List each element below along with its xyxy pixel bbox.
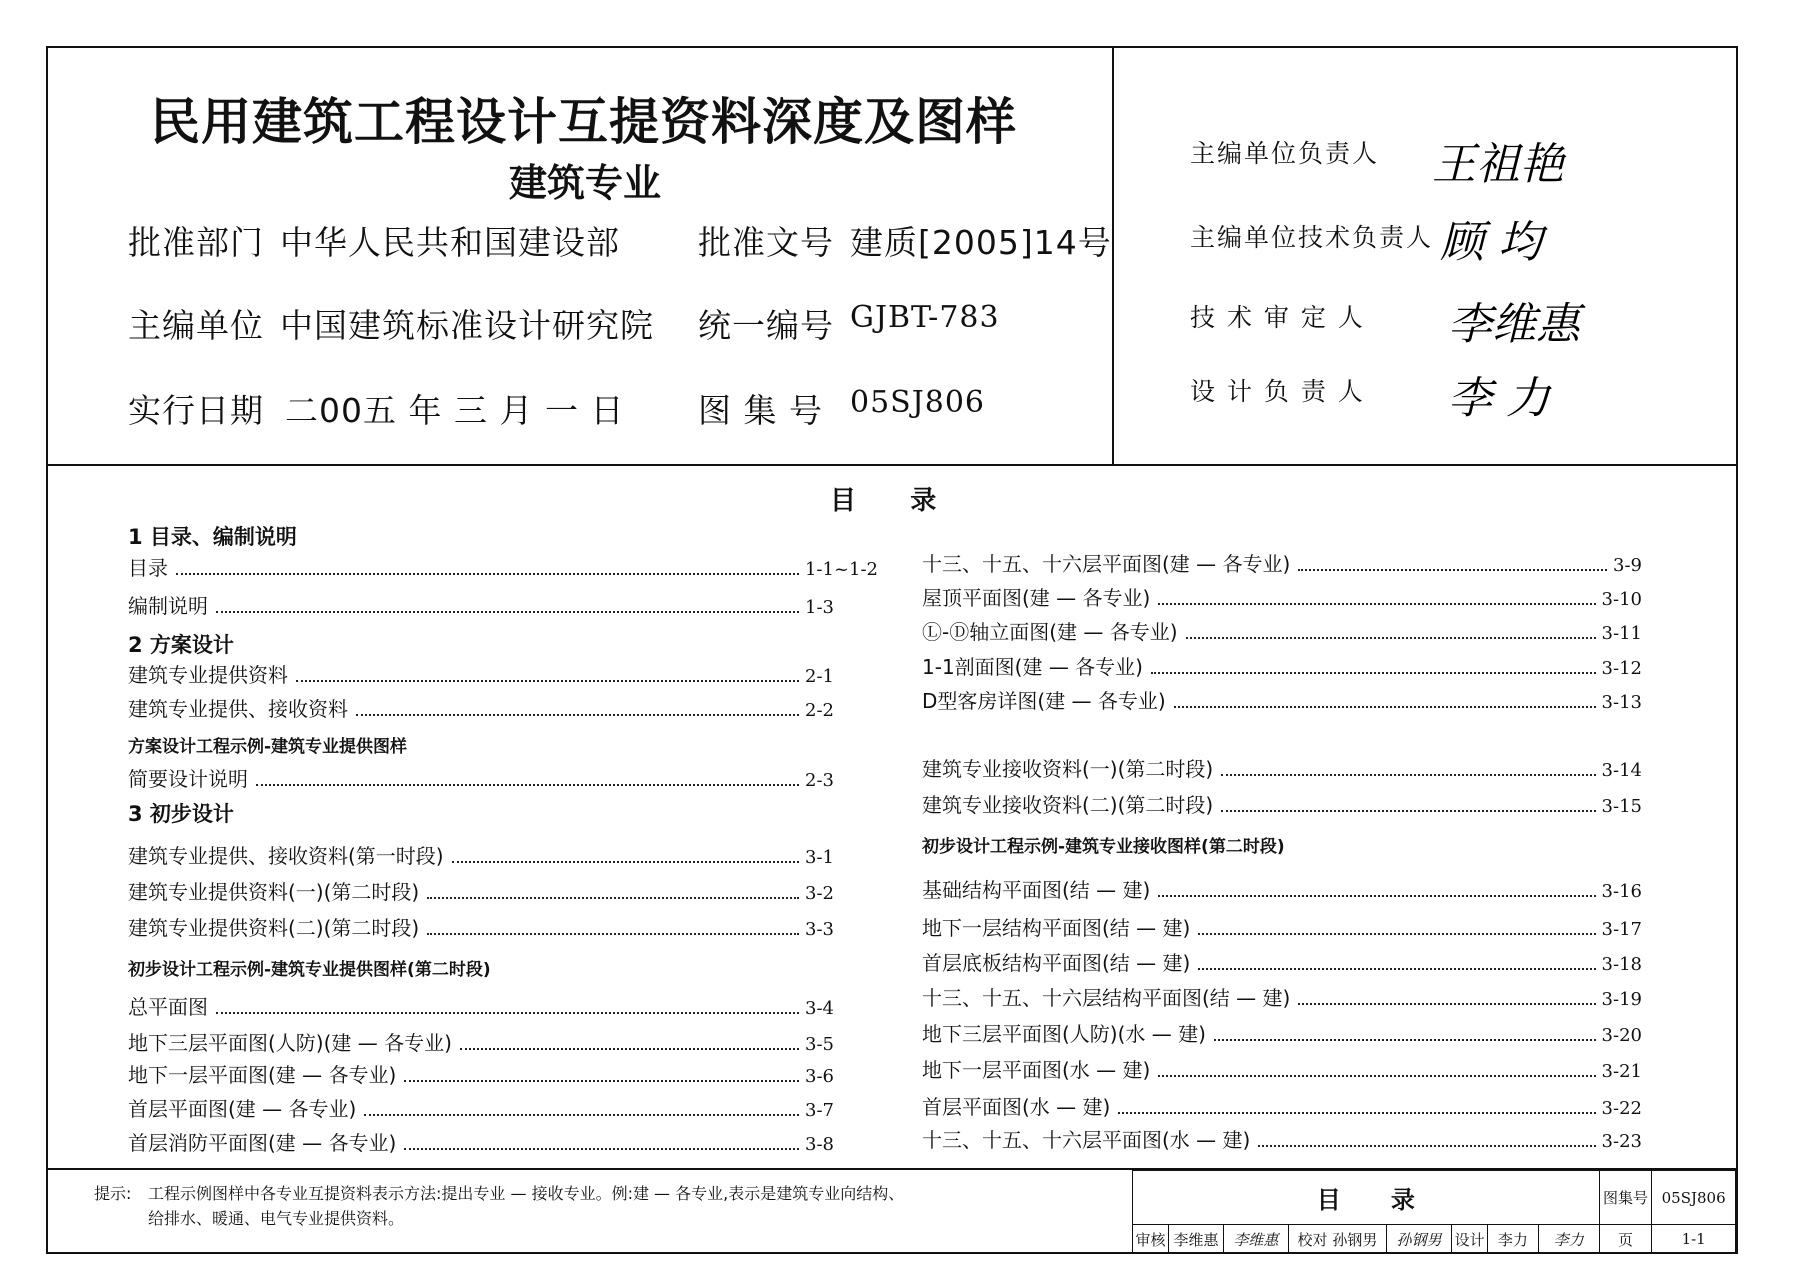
toc-entry-3-14 [922, 753, 1642, 779]
dot-leader [1258, 1145, 1595, 1147]
dot-leader [176, 573, 799, 575]
toc-entry-3-20 [922, 1018, 1642, 1044]
toc-entry-1-3 [128, 590, 834, 616]
toc-entry-title: 十三、十五、十六层结构平面图(结 — 建) [922, 986, 1291, 1010]
toc-entry-page: 2-1 [805, 666, 834, 687]
approve-doc-value: 建质[2005]14号 [850, 223, 1112, 262]
dot-leader [296, 680, 799, 682]
atlas-number-value: 05SJ806 [850, 385, 986, 420]
toc-entry-page: 3-22 [1601, 1098, 1642, 1119]
dot-leader [1158, 895, 1595, 897]
toc-entry-page: 3-7 [805, 1100, 834, 1121]
toc-entry-3-23 [922, 1124, 1642, 1150]
effective-date-value: 二00五 年 三 月 一 日 [285, 391, 625, 430]
toc-entry-3-4 [128, 991, 834, 1017]
toc-entry-page: 3-9 [1613, 555, 1642, 576]
dot-leader [1214, 1039, 1596, 1041]
toc-entry-title: 建筑专业提供资料(一)(第二时段) [128, 880, 420, 904]
titleblock-page-value: 1-1 [1652, 1225, 1736, 1254]
toc-entry-title: 首层底板结构平面图(结 — 建) [922, 951, 1191, 975]
toc-entry-page: 3-1 [805, 847, 834, 868]
toc-entry-title: 编制说明 [128, 594, 208, 618]
title-block [1132, 1170, 1736, 1254]
dot-leader [1158, 603, 1595, 605]
toc-entry-page: 3-15 [1601, 796, 1642, 817]
editor-unit-label: 主编单位 [128, 306, 264, 345]
right-subheading: 初步设计工程示例-建筑专业接收图样(第二时段) [922, 837, 1285, 857]
toc-entry-3-5 [128, 1027, 834, 1053]
toc-entry-3-16 [922, 874, 1642, 900]
titleblock-design-signature: 李力 [1538, 1225, 1599, 1254]
toc-entry-2-1 [128, 659, 834, 685]
dot-leader [216, 1012, 799, 1014]
toc-entry-title: 屋顶平面图(建 — 各专业) [922, 586, 1151, 610]
toc-entry-page: 3-2 [805, 883, 834, 904]
atlas-title: 民用建筑工程设计互提资料深度及图样 [150, 93, 1017, 151]
toc-entry-page: 3-16 [1601, 881, 1642, 902]
dot-leader [1221, 774, 1595, 776]
toc-entry-page: 3-5 [805, 1034, 834, 1055]
dot-leader [1186, 637, 1596, 639]
titleblock-atlas-label: 图集号 [1599, 1171, 1652, 1225]
toc-entry-page: 3-10 [1601, 589, 1642, 610]
toc-entry-3-22 [922, 1091, 1642, 1117]
toc-entry-page: 3-11 [1601, 623, 1642, 644]
editor-unit-value: 中国建筑标准设计研究院 [280, 306, 654, 345]
dot-leader [1198, 933, 1595, 935]
toc-entry-page: 3-4 [805, 998, 834, 1019]
toc-entry-3-8 [128, 1127, 834, 1153]
titleblock-check-label: 校对 [1297, 1230, 1328, 1249]
dot-leader [1221, 810, 1595, 812]
approve-doc-label: 批准文号 [698, 223, 834, 262]
toc-entry-3-7 [128, 1093, 834, 1119]
toc-entry-1-1 [128, 552, 878, 578]
design-lead-signature: 李 力 [1448, 373, 1550, 424]
toc-entry-title: 地下三层平面图(人防)(建 — 各专业) [128, 1031, 452, 1055]
titleblock-review-signature: 李维惠 [1223, 1225, 1288, 1254]
toc-entry-title: 建筑专业提供、接收资料(第一时段) [128, 844, 444, 868]
toc-entry-3-9 [922, 548, 1642, 574]
chief-tech-head-label: 主编单位技术负责人 [1190, 223, 1434, 252]
toc-entry-title: 建筑专业接收资料(一)(第二时段) [922, 757, 1214, 781]
toc-entry-3-19 [922, 982, 1642, 1008]
dot-leader [1298, 1003, 1595, 1005]
toc-entry-title: 地下一层平面图(建 — 各专业) [128, 1063, 397, 1087]
titleblock-check-name: 孙钢男 [1332, 1230, 1378, 1249]
atlas-subtitle: 建筑专业 [509, 161, 662, 205]
dot-leader [452, 861, 799, 863]
toc-entry-title: 首层消防平面图(建 — 各专业) [128, 1131, 397, 1155]
approve-dept-label: 批准部门 [128, 223, 264, 262]
toc-entry-page: 3-17 [1601, 919, 1642, 940]
effective-date-label: 实行日期 [128, 391, 264, 430]
approve-dept-value: 中华人民共和国建设部 [280, 223, 620, 262]
chief-unit-head-label: 主编单位负责人 [1190, 139, 1380, 168]
toc-entry-page: 3-14 [1601, 760, 1642, 781]
section-2-heading: 2 方案设计 [128, 633, 234, 657]
note-line-2: 给排水、暖通、电气专业提供资料。 [148, 1209, 405, 1228]
dot-leader [427, 897, 799, 899]
titleblock-design-name: 李力 [1488, 1225, 1539, 1254]
note-label: 提示: [94, 1184, 132, 1203]
toc-entry-3-12 [922, 651, 1642, 677]
titleblock-design-label: 设计 [1452, 1225, 1488, 1254]
toc-entry-title: 目录 [128, 556, 168, 580]
toc-entry-page: 2-2 [805, 700, 834, 721]
toc-entry-page: 1-3 [805, 597, 834, 618]
dot-leader [1118, 1112, 1595, 1114]
toc-entry-page: 1-1~1-2 [804, 559, 878, 580]
toc-entry-page: 3-19 [1601, 989, 1642, 1010]
unified-number-label: 统一编号 [698, 306, 834, 345]
dot-leader [256, 784, 799, 786]
dot-leader [1158, 1075, 1595, 1077]
toc-entry-title: 1-1剖面图(建 — 各专业) [922, 655, 1143, 679]
toc-entry-title: Ⓛ-Ⓓ轴立面图(建 — 各专业) [922, 620, 1178, 644]
toc-entry-page: 2-3 [805, 770, 834, 791]
toc-entry-page: 3-12 [1601, 658, 1642, 679]
dot-leader [404, 1148, 799, 1150]
dot-leader [427, 933, 799, 935]
toc-entry-title: 地下三层平面图(人防)(水 — 建) [922, 1022, 1206, 1046]
tech-reviewer-signature: 李维惠 [1448, 299, 1580, 350]
chief-unit-head-signature: 王祖艳 [1432, 139, 1564, 190]
toc-entry-title: 十三、十五、十六层平面图(建 — 各专业) [922, 552, 1291, 576]
toc-entry-title: 基础结构平面图(结 — 建) [922, 878, 1151, 902]
toc-entry-3-21 [922, 1054, 1642, 1080]
toc-entry-page: 3-3 [805, 919, 834, 940]
toc-entry-title: 简要设计说明 [128, 767, 248, 791]
dot-leader [356, 714, 799, 716]
dot-leader [460, 1048, 799, 1050]
toc-entry-3-6 [128, 1059, 834, 1085]
dot-leader [1151, 672, 1596, 674]
tech-reviewer-label: 技 术 审 定 人 [1190, 303, 1365, 332]
toc-entry-3-17 [922, 912, 1642, 938]
note-line-1: 工程示例图样中各专业互提资料表示方法:提出专业 — 接收专业。例:建 — 各专业,表示是建筑专业向结构、 [148, 1184, 905, 1203]
titleblock-check [1288, 1225, 1386, 1254]
dot-leader [1198, 968, 1595, 970]
toc-entry-title: 地下一层平面图(水 — 建) [922, 1058, 1151, 1082]
toc-entry-page: 3-6 [805, 1066, 834, 1087]
titleblock-check-signature: 孙钢男 [1386, 1225, 1451, 1254]
dot-leader [216, 611, 799, 613]
toc-entry-3-13 [922, 685, 1642, 711]
section-3-heading: 3 初步设计 [128, 802, 234, 826]
toc-entry-2-2 [128, 693, 834, 719]
dot-leader [404, 1080, 799, 1082]
design-lead-label: 设 计 负 责 人 [1190, 377, 1365, 406]
toc-entry-page: 3-13 [1601, 692, 1642, 713]
toc-entry-page: 3-21 [1601, 1061, 1642, 1082]
section-2-subheading: 方案设计工程示例-建筑专业提供图样 [128, 737, 408, 757]
toc-entry-page: 3-18 [1601, 954, 1642, 975]
toc-entry-title: 首层平面图(建 — 各专业) [128, 1097, 357, 1121]
section-3-subheading: 初步设计工程示例-建筑专业提供图样(第二时段) [128, 960, 491, 980]
toc-entry-title: 总平面图 [128, 995, 208, 1019]
titleblock-review-label: 审核 [1133, 1225, 1169, 1254]
toc-entry-3-15 [922, 789, 1642, 815]
toc-entry-title: 建筑专业提供资料 [128, 663, 288, 687]
chief-tech-head-signature: 顾 均 [1440, 217, 1542, 268]
toc-entry-3-1 [128, 840, 834, 866]
atlas-number-label: 图 集 号 [698, 391, 823, 430]
toc-entry-title: 首层平面图(水 — 建) [922, 1095, 1111, 1119]
toc-entry-3-2 [128, 876, 834, 902]
toc-entry-3-10 [922, 582, 1642, 608]
dot-leader [364, 1114, 799, 1116]
titleblock-review-name: 李维惠 [1169, 1225, 1224, 1254]
unified-number-value: GJBT-783 [850, 300, 1000, 335]
toc-entry-title: D型客房详图(建 — 各专业) [922, 689, 1166, 713]
toc-heading: 目 录 [830, 486, 937, 516]
titleblock-page-label: 页 [1599, 1225, 1652, 1254]
toc-entry-3-3 [128, 912, 834, 938]
toc-entry-title: 建筑专业提供、接收资料 [128, 697, 348, 721]
dot-leader [1174, 706, 1596, 708]
toc-entry-page: 3-20 [1601, 1025, 1642, 1046]
titleblock-atlas-value: 05SJ806 [1652, 1171, 1736, 1225]
toc-entry-title: 建筑专业提供资料(二)(第二时段) [128, 916, 420, 940]
toc-entry-title: 地下一层结构平面图(结 — 建) [922, 916, 1191, 940]
toc-entry-2-3 [128, 763, 834, 789]
section-1-heading: 1 目录、编制说明 [128, 525, 297, 549]
toc-entry-title: 十三、十五、十六层平面图(水 — 建) [922, 1128, 1251, 1152]
toc-entry-page: 3-8 [805, 1134, 834, 1155]
dot-leader [1298, 569, 1607, 571]
toc-entry-3-11 [922, 616, 1642, 642]
toc-entry-title: 建筑专业接收资料(二)(第二时段) [922, 793, 1214, 817]
toc-entry-3-18 [922, 947, 1642, 973]
titleblock-name: 目 录 [1133, 1171, 1600, 1225]
toc-entry-page: 3-23 [1601, 1131, 1642, 1152]
